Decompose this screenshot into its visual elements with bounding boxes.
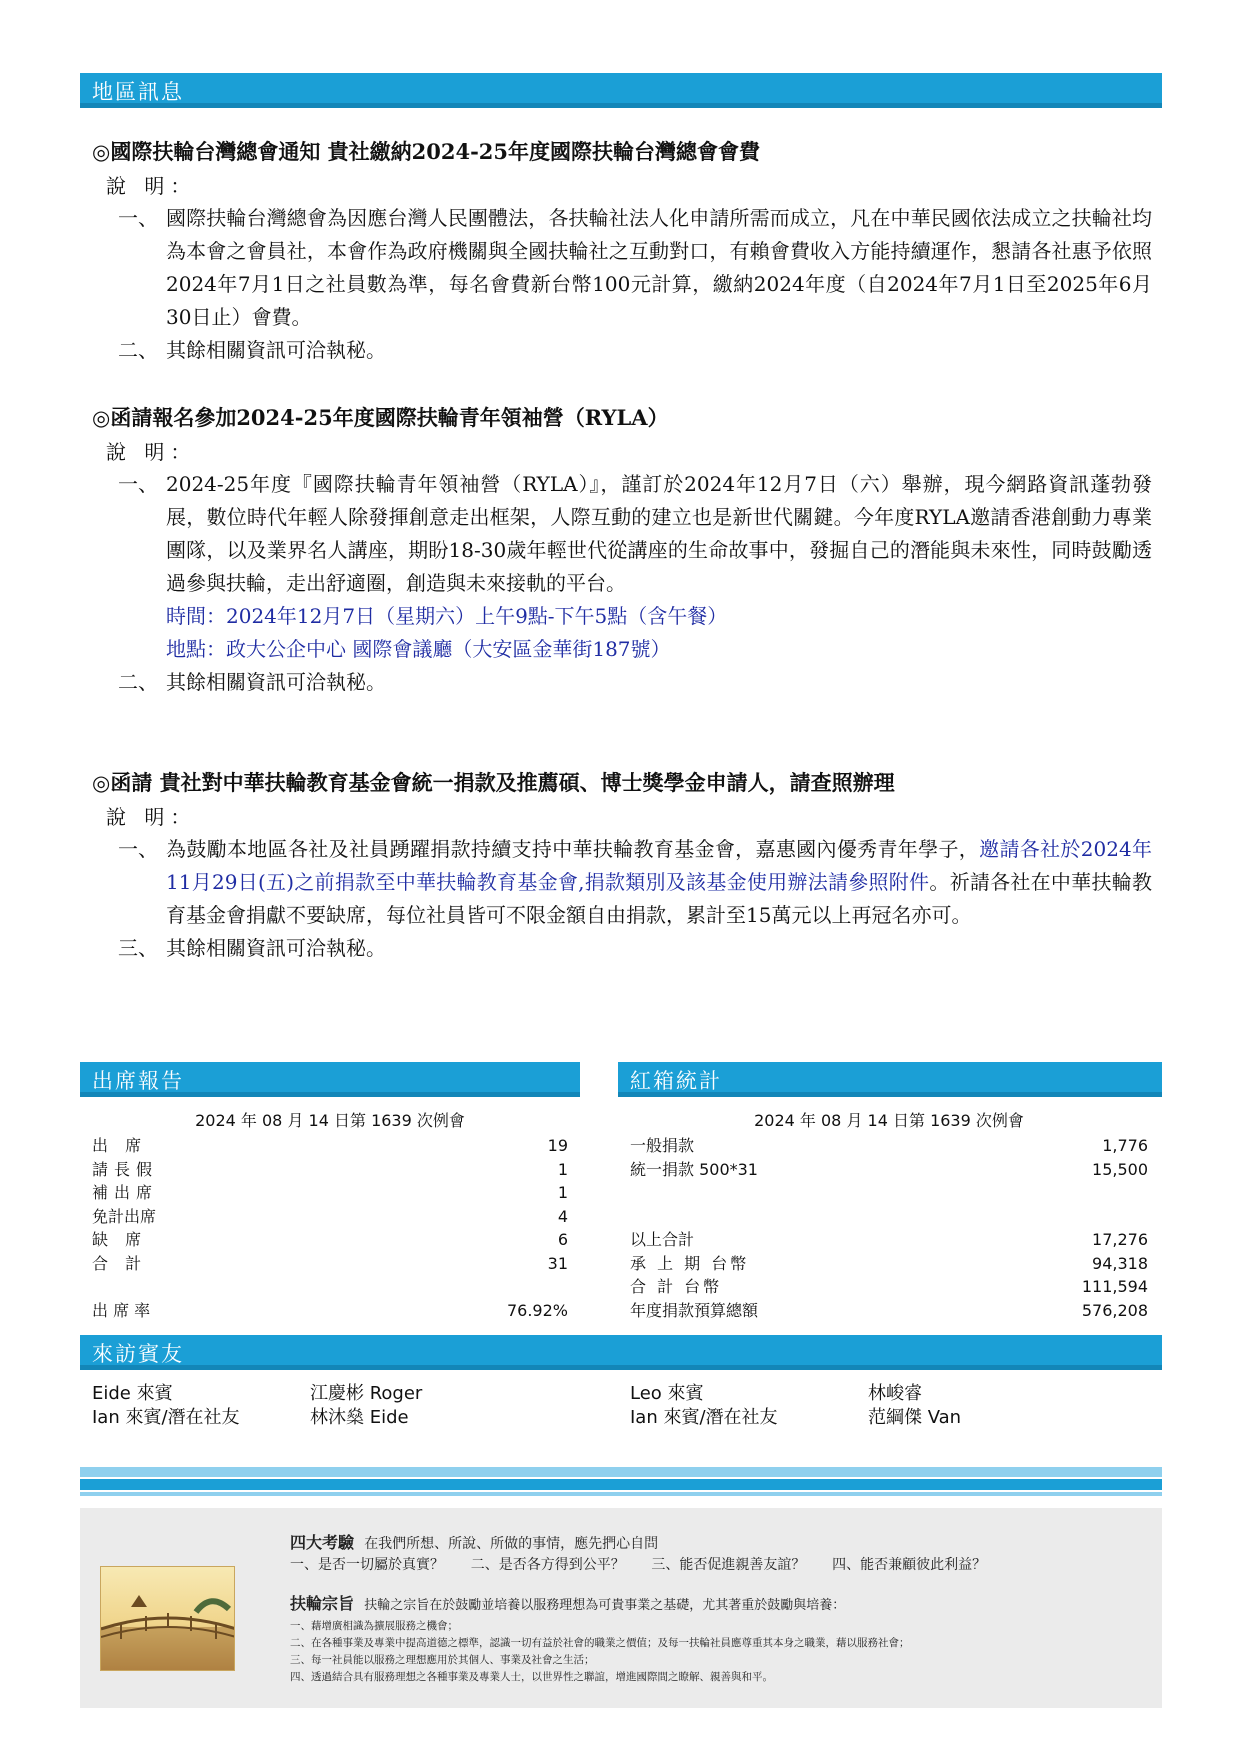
notice-item: 二、 其餘相關資訊可洽執秘。 [92,666,1152,699]
four-way-test-subtitle: 在我們所想、所說、所做的事情，應先捫心自問 [364,1536,659,1552]
notice-title: ◎函請報名參加2024-25年度國際扶輪青年領袖營（RYLA） [92,405,669,430]
notice-membership-fee [92,134,1152,367]
notice-education-fund [92,765,1152,965]
notice-item: 一、 為鼓勵本地區各社及社員踴躍捐款持續支持中華扶輪教育基金會，嘉惠國內優秀青年學子，邀請各社於2024年11月29日(五)之前捐款至中華扶輪教育基金會,捐款類別及該基金使用辦法請參照附件。祈請各社在中華扶輪教育基金會捐獻不要缺席，每位社員皆可不限金額自由捐款，累計至15萬元以上再冠名亦可。 [92,833,1152,932]
attendance-rate-row: 出 席 率 76.92% [92,1300,568,1320]
notice-item-text: 2024-25年度『國際扶輪青年領袖營（RYLA）』，謹訂於2024年12月7日（六）舉辦，現今網路資訊蓬勃發展，數位時代年輕人除發揮創意走出框架，人際互動的建立也是新世代關鍵。今年度RYLA邀請香港創動力專業團隊，以及業界名人講座，期盼18-30歲年輕世代從講座的生命故事中，發掘自己的潛能與未來性，同時鼓勵透過參與扶輪，走出舒適圈，創造與未來接軌的平台。 [166,472,1152,595]
visitors-header [80,1335,1162,1370]
four-way-test-list: 一、是否一切屬於真實？ 二、是否各方得到公平？ 三、能否促進親善友誼？ 四、能否兼顧彼此利益？ [290,1557,987,1573]
visitors-col-1 [92,1382,240,1430]
visitors-col-3 [630,1382,778,1430]
notice-item: 一、 國際扶輪台灣總會為因應台灣人民團體法，各扶輪社法人化申請所需而成立，凡在中華民國依法成立之扶輪社均為本會之會員社，本會作為政府機關與全國扶輪社之互動對口，有賴會費收入方能持續運作，懇請各社惠予依照2024年7月1日之社員數為準，每名會費新台幣100元計算，繳納2024年度（自2024年7月1日至2025年6月30日止）會費。 [92,202,1152,334]
divider-stripe [80,1479,1162,1490]
notice-label: 說 明： [106,805,197,829]
attendance-title: 出席報告 [92,1068,184,1093]
object-of-rotary-item: 四、透過結合具有服務理想之各種事業及專業人士，以世界性之聯誼，增進國際間之瞭解、親善與和平。 [290,1671,773,1683]
table-row: 出 席 19 [92,1136,568,1155]
visitor-name: Ian 來賓/潛在社友 [630,1407,778,1428]
table-row: 年度捐款預算總額 576,208 [630,1300,1148,1320]
donations-title: 紅箱統計 [630,1068,722,1093]
notice-title: ◎函請 貴社對中華扶輪教育基金會統一捐款及推薦碩、博士獎學金申請人，請查照辦理 [92,770,895,795]
donations-meeting: 2024 年 08 月 14 日第 1639 次例會 [754,1111,1024,1130]
rotary-footer [80,1508,1162,1708]
visitor-name: Eide 來賓 [92,1383,173,1404]
four-way-test-title: 四大考驗 [290,1533,355,1552]
notice-ryla [92,400,1152,699]
notice-title: ◎國際扶輪台灣總會通知 貴社繳納2024-25年度國際扶輪台灣總會會費 [92,139,761,164]
bridge-landscape-image [100,1566,235,1671]
notice-item-text: 國際扶輪台灣總會為因應台灣人民團體法，各扶輪社法人化申請所需而成立，凡在中華民國依法成立之扶輪社均為本會之會員社，本會作為政府機關與全國扶輪社之互動對口，有賴會費收入方能持續運作，懇請各社惠予依照2024年7月1日之社員數為準，每名會費新台幣100元計算，繳納2024年度（自2024年7月1日至2025年6月30日止）會費。 [166,206,1152,329]
object-of-rotary-item: 一、藉增廣相識為擴展服務之機會； [290,1620,458,1632]
attendance-meeting: 2024 年 08 月 14 日第 1639 次例會 [195,1111,465,1130]
notice-item: 三、 其餘相關資訊可洽執秘。 [92,932,1152,965]
divider-stripe [80,1492,1162,1496]
visitors-title: 來訪賓友 [92,1341,184,1366]
table-row: 承 上 期 台幣 94,318 [630,1253,1148,1273]
donation-deadline-text: 邀請各社於2024年11月29日(五)之前捐款至中華扶輪教育基金會,捐款類別及該基金使用辦法請參照附件 [166,837,1152,894]
notice-item: 一、 2024-25年度『國際扶輪青年領袖營（RYLA）』，謹訂於2024年12月7日（六）舉辦，現今網路資訊蓬勃發展，數位時代年輕人除發揮創意走出框架，人際互動的建立也是新世代關鍵。今年度RYLA邀請香港創動力專業團隊，以及業界名人講座，期盼18-30歲年輕世代從講座的生命故事中，發掘自己的潛能與未來性，同時鼓勵透過參與扶輪，走出舒適圈，創造與未來接軌的平台。 [92,468,1152,600]
table-row: 統一捐款 500*31 15,500 [630,1159,1148,1179]
visitor-name: 林沐燊 Eide [310,1407,409,1428]
notice-item: 二、 其餘相關資訊可洽執秘。 [92,334,1152,367]
attendance-table [92,1108,568,1322]
region-news-title: 地區訊息 [92,79,184,104]
table-row: 補出席 1 [92,1183,568,1202]
object-of-rotary-item: 二、在各種事業及專業中提高道德之標準，認識一切有益於社會的職業之價值；及每一扶輪社員應尊重其本身之職業，藉以服務社會； [290,1637,910,1649]
visitor-name: 范綱傑 Van [868,1407,962,1428]
notice-item-text: 為鼓勵本地區各社及社員踴躍捐款持續支持中華扶輪教育基金會，嘉惠國內優秀青年學子，邀請各社於2024年11月29日(五)之前捐款至中華扶輪教育基金會,捐款類別及該基金使用辦法請參照附件。祈請各社在中華扶輪教育基金會捐獻不要缺席，每位社員皆可不限金額自由捐款，累計至15萬元以上再冠名亦可。 [166,837,1152,927]
donations-table [630,1108,1148,1322]
notice-label: 說 明： [106,440,197,464]
event-place: 地點：政大公企中心 國際會議廳（大安區金華街187號） [166,637,671,661]
donations-header [618,1062,1162,1097]
notice-label: 說 明： [106,174,197,198]
object-of-rotary-subtitle: 扶輪之宗旨在於鼓勵並培養以服務理想為可貴事業之基礎，尤其著重於鼓勵與培養： [364,1598,846,1613]
visitors-col-4 [868,1382,961,1430]
table-row: 一般捐款 1,776 [630,1136,1148,1155]
visitor-name: 林峻睿 [868,1383,922,1404]
object-of-rotary-title: 扶輪宗旨 [290,1594,355,1613]
bridge-icon [101,1567,235,1671]
visitor-name: Ian 來賓/潛在社友 [92,1407,240,1428]
attendance-header [80,1062,580,1097]
visitor-name: 江慶彬 Roger [310,1383,423,1404]
notice-item-text: 其餘相關資訊可洽執秘。 [166,936,386,960]
notice-item-text: 其餘相關資訊可洽執秘。 [166,670,386,694]
region-news-header [80,73,1162,108]
visitor-name: Leo 來賓 [630,1383,704,1404]
table-row: 合 計 31 [92,1253,568,1273]
object-of-rotary-item: 三、每一社員能以服務之理想應用於其個人、事業及社會之生活； [290,1654,595,1666]
table-row: 請長假 1 [92,1159,568,1179]
table-row: 以上合計 17,276 [630,1230,1148,1249]
event-time: 時間：2024年12月7日（星期六）上午9點-下午5點（含午餐） [166,604,728,628]
notice-item-text: 其餘相關資訊可洽執秘。 [166,338,386,362]
table-row: 免計出席 4 [92,1206,568,1226]
table-row: 合 計 台幣 111,594 [630,1277,1148,1296]
divider-stripe [80,1467,1162,1477]
table-row: 缺 席 6 [92,1230,568,1249]
visitors-col-2 [310,1382,422,1430]
